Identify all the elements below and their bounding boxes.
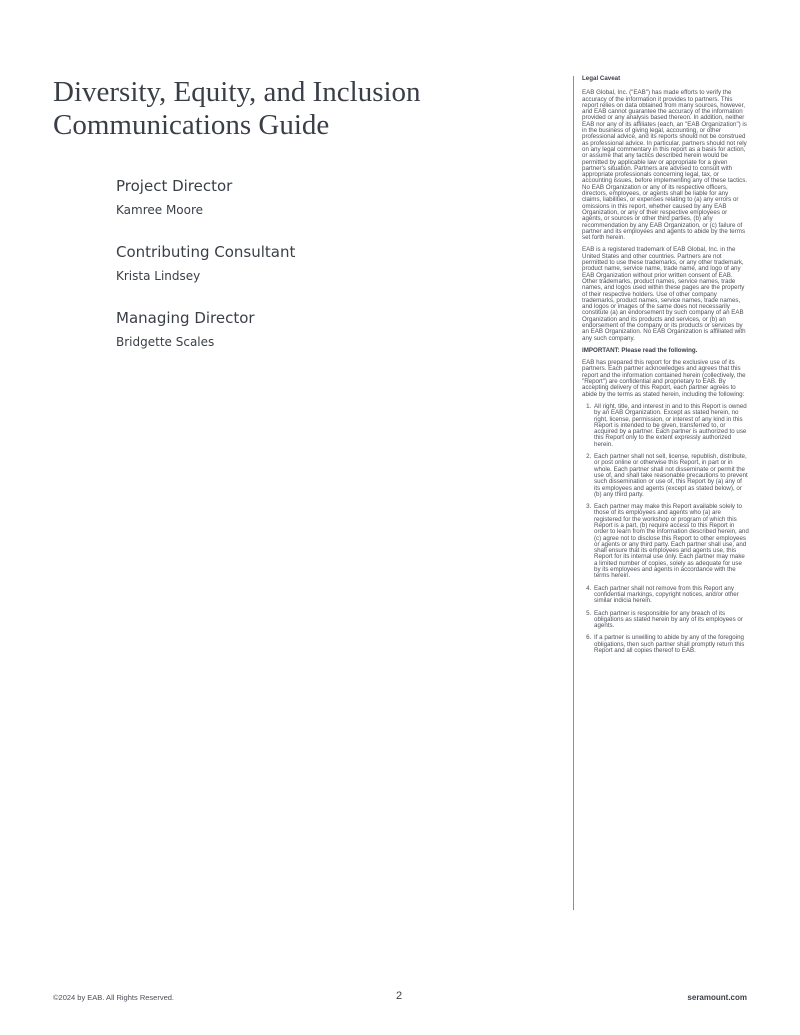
credit-name: Kamree Moore <box>116 203 204 217</box>
legal-important-notice: IMPORTANT: Please read the following. <box>582 346 698 354</box>
credit-role: Contributing Consultant <box>116 243 296 261</box>
legal-term-item: 3. Each partner may make this Report available solely to those of its employees and agents who (a) are registered for the workshop or program of which this Report is a part, (b) require access to this Report in order to learn from the information described herein, and (c) agree not to disclose this Report to other employees or agents or any third party. Each partner shall use, and shall ensure that its employees and agents use, this Report for its internal use only. Each partner may make a limited number of copies, solely as adequate for use by its employees and agents in accordance with the terms herein. <box>593 504 749 580</box>
credit-name: Krista Lindsey <box>116 269 201 283</box>
credit-project-director <box>116 176 496 218</box>
legal-term-item: 2. Each partner shall not sell, license, republish, distribute, or post online or otherwise this Report, in part or in whole. Each partner shall not disseminate or permit the use of, and shall take reasonable precautions to prevent such dissemination or use of, this Report by (a) any of its employees and agents (except as stated below), or (b) any third party. <box>593 454 749 498</box>
legal-heading: Legal Caveat <box>582 75 621 82</box>
legal-paragraph: EAB has prepared this report for the exclusive use of its partners. Each partner acknowledges and agrees that this report and the information contained herein (collectively, the "Report") are confidential and proprietary to EAB. By accepting delivery of this Report, each partner agrees to abide by the terms as stated herein, including the following: <box>582 359 746 398</box>
credit-managing-director <box>116 308 496 350</box>
credits-section <box>116 176 496 374</box>
legal-paragraph: EAB is a registered trademark of EAB Global, Inc. in the United States and other countries. Partners are not permitted to use these trademarks, or any other trademark, product name, service name, trade name, and logo of any EAB Organization without prior written consent of EAB. Other trademarks, product names, service names, trade names, and logos used within these pages are the property of their respective holders. Use of other company trademarks, product names, service names, trade names, and logos or images of the same does not necessarily constitute (a) an endorsement by such company of an EAB Organization and its products and services, or (b) an endorsement of the company or its products or services by an EAB Organization. No EAB Organization is affiliated with any such company. <box>582 246 746 342</box>
legal-term-item: 5. Each partner is responsible for any breach of its obligations as stated herein by any of its employees or agents. <box>593 611 749 630</box>
legal-term-item: 4. Each partner shall not remove from this Report any confidential markings, copyright notices, and/or other similar indicia herein. <box>593 586 749 605</box>
footer-copyright: ©2024 by EAB. All Rights Reserved. <box>53 993 175 1002</box>
legal-terms-list <box>582 404 749 654</box>
footer-website-link[interactable]: seramount.com <box>687 993 747 1002</box>
credit-name: Bridgette Scales <box>116 335 215 349</box>
credit-role: Managing Director <box>116 309 255 327</box>
credit-contributing-consultant <box>116 242 496 284</box>
footer-page-number: 2 <box>396 990 403 1002</box>
credit-role: Project Director <box>116 177 233 195</box>
document-title <box>53 76 513 142</box>
title-line-2: Communications Guide <box>53 109 330 141</box>
title-line-1: Diversity, Equity, and Inclusion <box>53 76 421 108</box>
legal-term-item: 1. All right, title, and interest in and to this Report is owned by an EAB Organization. Except as stated herein, no right, license, permission, or interest of any kind in this Report is intended to be given, transferred to, or acquired by a partner. Each partner is authorized to use this Report only to the extent expressly authorized herein. <box>593 404 749 448</box>
legal-caveat-panel <box>573 76 749 910</box>
legal-paragraph: EAB Global, Inc. ("EAB") has made efforts to verify the accuracy of the information it provides to partners. This report relies on data obtained from many sources, however, and EAB cannot guarantee the accuracy of the information provided or any analysis based thereon. In addition, neither EAB nor any of its affiliates (each, an "EAB Organization") is in the business of giving legal, accounting, or other professional advice, and its reports should not be construed as professional advice. In particular, partners should not rely on any legal commentary in this report as a basis for action, or assume that any tactics described herein would be permitted by applicable law or appropriate for a given partner's situation. Partners are advised to consult with appropriate professionals concerning legal, tax, or accounting issues, before implementing any of these tactics. No EAB Organization or any of its respective officers, directors, employees, or agents shall be liable for any claims, liabilities, or expenses relating to (a) any errors or omissions in this report, whether caused by any EAB Organization, or any of their respective employees or agents, or sources or other third parties, (b) any recommendation by any EAB Organization, or (c) failure of partner and its employees and agents to abide by the terms set forth herein. <box>582 89 748 242</box>
legal-term-item: 6. If a partner is unwilling to abide by any of the foregoing obligations, then such partner shall promptly return this Report and all copies thereof to EAB. <box>593 635 749 654</box>
